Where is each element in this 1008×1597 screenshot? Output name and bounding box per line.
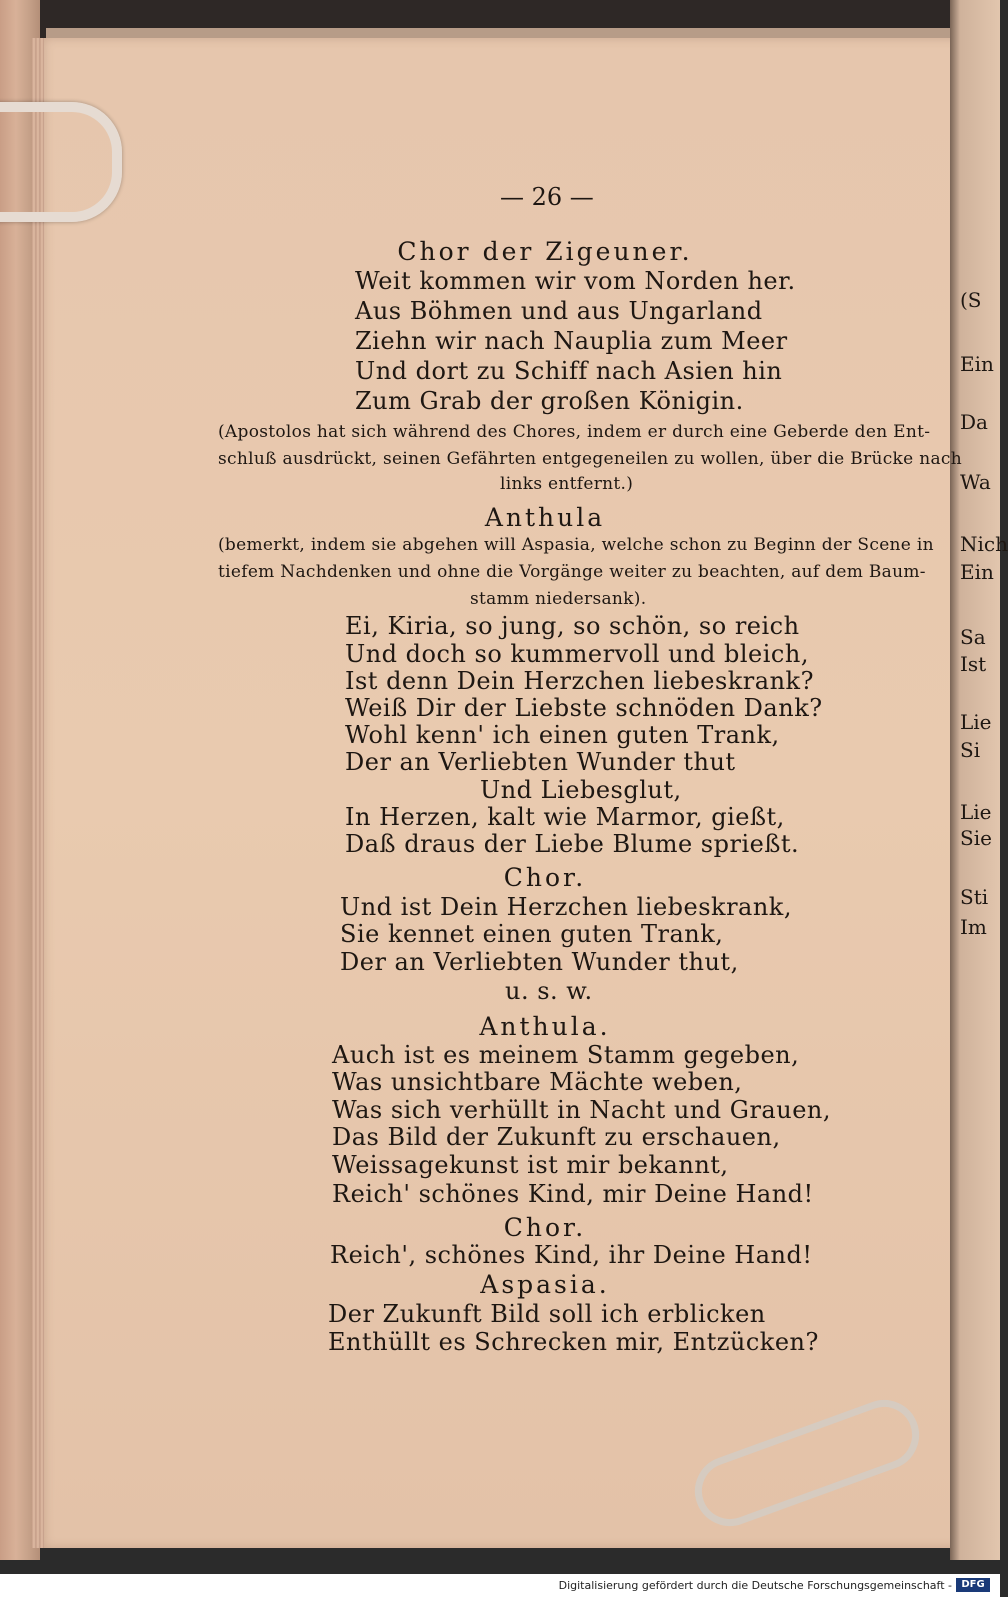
stage-direction: (bemerkt, indem sie abgehen will Aspasia, welche schon zu Beginn der Scene in (218, 535, 934, 555)
next-page-fragment: Lie (960, 710, 992, 734)
footer-credit: Digitalisierung gefördert durch die Deutsche Forschungsgemeinschaft - (558, 1579, 952, 1592)
stage-direction: schluß ausdrückt, seinen Gefährten entgegeneilen zu wollen, über die Brücke nach (218, 449, 962, 469)
speaker-heading: Chor der Zigeuner. (397, 237, 693, 266)
speaker-heading: Aspasia. (480, 1270, 610, 1299)
next-page-fragment: Si (960, 738, 981, 762)
next-page-fragment: Wa (960, 470, 991, 494)
verse-line: Enthüllt es Schrecken mir, Entzücken? (328, 1328, 819, 1356)
dfg-logo: DFG (956, 1578, 990, 1592)
verse-line: Auch ist es meinem Stamm gegeben, (332, 1041, 800, 1069)
stage-direction: tiefem Nachdenken und ohne die Vorgänge weiter zu beachten, auf dem Baum- (218, 562, 926, 582)
verse-line: Und dort zu Schiff nach Asien hin (355, 357, 783, 385)
verse-line: Daß draus der Liebe Blume sprießt. (345, 830, 800, 858)
next-page-fragment: Sa (960, 625, 986, 649)
verse-line: Ziehn wir nach Nauplia zum Meer (355, 327, 788, 355)
verse-line: Weiß Dir der Liebste schnöden Dank? (345, 694, 823, 722)
verse-line: In Herzen, kalt wie Marmor, gießt, (345, 803, 785, 831)
verse-line: Weit kommen wir vom Norden her. (355, 267, 796, 295)
verse-line: Der an Verliebten Wunder thut, (340, 948, 739, 976)
verse-line: Reich', schönes Kind, ihr Deine Hand! (330, 1241, 813, 1269)
next-page-fragment: Lie (960, 800, 992, 824)
next-page-fragment: Da (960, 410, 988, 434)
verse-line: u. s. w. (505, 977, 593, 1005)
verse-line: Weissagekunst ist mir bekannt, (332, 1151, 729, 1179)
verse-line: Was unsichtbare Mächte weben, (332, 1068, 743, 1096)
next-page-fragment: Ist (960, 652, 987, 676)
next-page-fragment: Ein (960, 560, 994, 584)
next-page-fragment: Nich (960, 532, 1008, 556)
speaker-heading: Anthula. (479, 1012, 611, 1041)
verse-line: Und doch so kummervoll und bleich, (345, 640, 809, 668)
verse-line: Zum Grab der großen Königin. (355, 387, 744, 415)
verse-line: Der Zukunft Bild soll ich erblicken (328, 1300, 766, 1328)
speaker-heading: Chor. (503, 863, 587, 892)
verse-line: Aus Böhmen und aus Ungarland (355, 297, 763, 325)
next-page-fragment: Sie (960, 826, 992, 850)
next-page-fragment: (S (960, 288, 982, 312)
next-page-fragment: Ein (960, 352, 994, 376)
verse-line: Ei, Kiria, so jung, so schön, so reich (345, 612, 800, 640)
verse-line: Und ist Dein Herzchen liebeskrank, (340, 893, 792, 921)
speaker-heading: Anthula (484, 503, 606, 532)
page-number: — 26 — (500, 183, 594, 211)
next-page-strip (950, 0, 1008, 1560)
top-band (0, 0, 1000, 40)
speaker-heading: Chor. (503, 1213, 587, 1242)
verse-line: Ist denn Dein Herzchen liebeskrank? (345, 667, 814, 695)
next-page-fragment: Im (960, 915, 987, 939)
verse-line: Reich' schönes Kind, mir Deine Hand! (332, 1180, 814, 1208)
verse-line: Wohl kenn' ich einen guten Trank, (345, 721, 780, 749)
verse-line: Was sich verhüllt in Nacht und Grauen, (332, 1096, 831, 1124)
verse-line: Der an Verliebten Wunder thut (345, 748, 736, 776)
paper-clip-left (0, 102, 122, 222)
stage-direction: (Apostolos hat sich während des Chores, indem er durch eine Geberde den Ent- (218, 422, 931, 442)
verse-line: Das Bild der Zukunft zu erschauen, (332, 1123, 781, 1151)
next-page-fragment: Sti (960, 885, 989, 909)
footer-bar (0, 1574, 1000, 1597)
stage-direction: stamm niedersank). (470, 589, 647, 609)
verse-line: Und Liebesglut, (480, 776, 682, 804)
stage-direction: links entfernt.) (500, 474, 634, 494)
verse-line: Sie kennet einen guten Trank, (340, 920, 724, 948)
